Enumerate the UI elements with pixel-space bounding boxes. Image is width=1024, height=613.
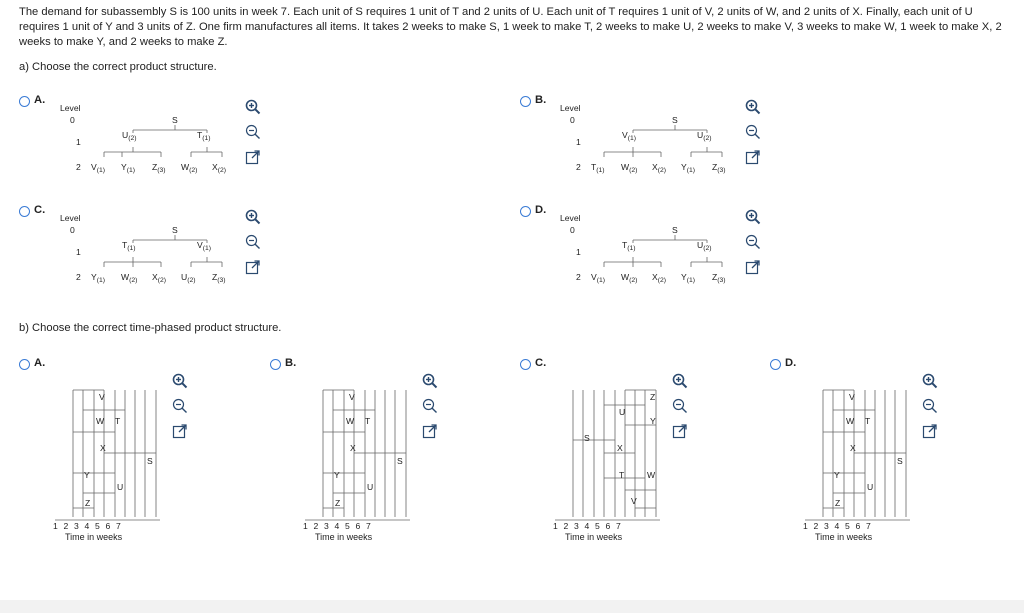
zoom-out-icon[interactable] xyxy=(922,398,938,414)
option-b-radio[interactable] xyxy=(520,96,531,107)
tp-item-z: Z xyxy=(650,392,656,402)
zoom-in-icon[interactable] xyxy=(245,209,261,225)
tree-node: $Z_{(3)}$ xyxy=(712,162,726,174)
tree-node: $Y_{(1)}$ xyxy=(681,272,696,284)
level-header: Level xyxy=(60,103,81,113)
zoom-in-icon[interactable] xyxy=(672,373,688,389)
tree-node: $Z_{(3)}$ xyxy=(152,162,166,174)
tp-item-w: W xyxy=(346,416,355,426)
week-tick: 6 xyxy=(855,521,861,531)
tree-node: $T_{(1)}$ xyxy=(122,240,136,252)
option-a-radio-b[interactable] xyxy=(19,359,30,370)
tree-node: $U_{(2)}$ xyxy=(181,272,196,284)
week-tick: 3 xyxy=(824,521,829,531)
zoom-in-icon[interactable] xyxy=(745,209,761,225)
week-tick: 6 xyxy=(605,521,611,531)
tp-item-x: X xyxy=(850,443,856,453)
level-1: 1 xyxy=(76,137,81,147)
tp-item-z: Z xyxy=(835,498,841,508)
bottom-bar xyxy=(0,600,1024,613)
tree-node: $Y_{(1)}$ xyxy=(91,272,106,284)
tree-node: $Y_{(1)}$ xyxy=(681,162,696,174)
tree-node: $Z_{(3)}$ xyxy=(212,272,226,284)
tree-node: $T_{(1)}$ xyxy=(622,240,636,252)
open-new-window-icon[interactable] xyxy=(245,149,261,165)
tree-node-root: S xyxy=(172,115,178,125)
option-b-label: B. xyxy=(535,94,547,106)
open-new-window-icon[interactable] xyxy=(745,259,761,275)
open-new-window-icon[interactable] xyxy=(672,423,688,439)
zoom-in-icon[interactable] xyxy=(422,373,438,389)
tree-node: $U_{(2)}$ xyxy=(697,130,712,142)
tree-node: $Z_{(3)}$ xyxy=(712,272,726,284)
tp-item-t: T xyxy=(619,470,625,480)
tp-item-z: Z xyxy=(335,498,341,508)
tp-item-v: V xyxy=(99,392,105,402)
tree-node: $W_{(2)}$ xyxy=(621,272,638,284)
time-axis-label: Time in weeks xyxy=(815,532,873,542)
time-phased-diagram-b xyxy=(305,380,425,550)
week-tick: 4 xyxy=(334,521,340,531)
option-a-label: A. xyxy=(34,94,46,106)
option-c-label: C. xyxy=(34,204,46,216)
tp-item-t: T xyxy=(115,416,121,426)
tree-node-root: S xyxy=(672,115,678,125)
week-tick: 4 xyxy=(84,521,90,531)
open-new-window-icon[interactable] xyxy=(245,259,261,275)
week-tick: 1 xyxy=(303,521,308,531)
tree-node: $W_{(2)}$ xyxy=(621,162,638,174)
tp-item-w: W xyxy=(96,416,105,426)
week-tick: 4 xyxy=(584,521,590,531)
tree-node: $X_{(2)}$ xyxy=(652,272,667,284)
tp-item-v: V xyxy=(631,496,637,506)
week-tick: 1 xyxy=(53,521,58,531)
week-tick: 3 xyxy=(574,521,579,531)
tree-node: $T_{(1)}$ xyxy=(591,162,605,174)
week-tick: 5 xyxy=(95,521,100,531)
tree-node: $V_{(1)}$ xyxy=(622,130,637,142)
tp-item-u: U xyxy=(117,482,124,492)
week-tick: 7 xyxy=(616,521,621,531)
week-tick: 3 xyxy=(324,521,329,531)
tp-lines xyxy=(555,380,675,530)
tp-item-w: W xyxy=(647,470,656,480)
week-tick: 7 xyxy=(366,521,371,531)
week-tick: 6 xyxy=(105,521,111,531)
tp-item-y: Y xyxy=(834,470,840,480)
tree-node: $W_{(2)}$ xyxy=(181,162,198,174)
level-0: 0 xyxy=(570,225,575,235)
tree-node: $U_{(2)}$ xyxy=(122,130,137,142)
tp-lines xyxy=(805,380,925,530)
level-2: 2 xyxy=(76,272,81,282)
option-d-radio[interactable] xyxy=(520,206,531,217)
tree-node: $X_{(2)}$ xyxy=(652,162,667,174)
tp-item-s: S xyxy=(147,456,153,466)
tree-node: $V_{(1)}$ xyxy=(91,162,106,174)
tree-node: $V_{(1)}$ xyxy=(197,240,212,252)
question-text: The demand for subassembly S is 100 units in week 7. Each unit of S requires 1 unit of T and 2 units of U. Each unit of T requires 1 unit of V, 2 units of W, and 2 units of X. Finally, each unit of U requires 1 unit of Y and 3 units of Z. One firm manufactures all items. It takes 2 weeks to make S, 1 week to make T, 2 weeks to make U, 2 weeks to make V, 3 weeks to make W, 1 week to make X, 2 weeks to make Y, and 2 weeks to make Z. xyxy=(19,6,1002,48)
part-a-prompt: a) Choose the correct product structure. xyxy=(19,61,217,73)
option-d-label: D. xyxy=(535,204,547,216)
tp-item-v: V xyxy=(849,392,855,402)
tp-item-u: U xyxy=(867,482,874,492)
zoom-out-icon[interactable] xyxy=(245,124,261,140)
week-tick: 3 xyxy=(74,521,79,531)
zoom-in-icon[interactable] xyxy=(745,99,761,115)
level-0: 0 xyxy=(570,115,575,125)
tp-item-y: Y xyxy=(84,470,90,480)
tree-node: $X_{(2)}$ xyxy=(152,272,167,284)
open-new-window-icon[interactable] xyxy=(422,423,438,439)
tp-item-y: Y xyxy=(334,470,340,480)
week-tick: 1 xyxy=(553,521,558,531)
option-d-radio-b[interactable] xyxy=(770,359,781,370)
tree-node: $Y_{(1)}$ xyxy=(121,162,136,174)
tree-b xyxy=(560,103,740,183)
level-2: 2 xyxy=(576,272,581,282)
tree-node: $X_{(2)}$ xyxy=(212,162,227,174)
tp-item-u: U xyxy=(367,482,374,492)
tp-item-s: S xyxy=(397,456,403,466)
zoom-out-icon[interactable] xyxy=(745,234,761,250)
time-phased-diagram-c xyxy=(555,380,675,550)
tree-node-root: S xyxy=(172,225,178,235)
tp-item-s: S xyxy=(897,456,903,466)
tp-item-s: S xyxy=(584,433,590,443)
zoom-out-icon[interactable] xyxy=(745,124,761,140)
tp-item-x: X xyxy=(350,443,356,453)
zoom-out-icon[interactable] xyxy=(245,234,261,250)
option-a-label-b: A. xyxy=(34,357,46,369)
level-header: Level xyxy=(560,213,581,223)
level-1: 1 xyxy=(576,247,581,257)
option-b-label-b: B. xyxy=(285,357,297,369)
zoom-in-icon[interactable] xyxy=(245,99,261,115)
level-1: 1 xyxy=(576,137,581,147)
week-tick: 5 xyxy=(345,521,350,531)
week-tick: 5 xyxy=(845,521,850,531)
tree-node: $T_{(1)}$ xyxy=(197,130,211,142)
tree-c xyxy=(60,213,240,293)
tp-item-x: X xyxy=(100,443,106,453)
tp-item-v: V xyxy=(349,392,355,402)
week-tick: 1 xyxy=(803,521,808,531)
tree-node: $V_{(1)}$ xyxy=(591,272,606,284)
tp-item-t: T xyxy=(365,416,371,426)
tp-lines xyxy=(55,380,175,530)
open-new-window-icon[interactable] xyxy=(172,423,188,439)
tp-item-u: U xyxy=(619,407,626,417)
level-header: Level xyxy=(60,213,81,223)
time-axis-label: Time in weeks xyxy=(565,532,623,542)
zoom-in-icon[interactable] xyxy=(922,373,938,389)
time-phased-diagram-d xyxy=(805,380,925,550)
level-1: 1 xyxy=(76,247,81,257)
week-tick: 2 xyxy=(63,521,69,531)
level-header: Level xyxy=(560,103,581,113)
level-0: 0 xyxy=(70,115,75,125)
tp-item-t: T xyxy=(865,416,871,426)
tp-item-y: Y xyxy=(650,416,656,426)
part-b-prompt: b) Choose the correct time-phased product structure. xyxy=(19,322,282,334)
option-c-label-b: C. xyxy=(535,357,547,369)
option-a-radio[interactable] xyxy=(19,96,30,107)
option-c-radio-b[interactable] xyxy=(520,359,531,370)
tp-lines xyxy=(305,380,425,530)
week-tick: 7 xyxy=(116,521,121,531)
open-new-window-icon[interactable] xyxy=(922,423,938,439)
week-tick: 6 xyxy=(355,521,361,531)
tree-d xyxy=(560,213,740,293)
week-tick: 7 xyxy=(866,521,871,531)
tp-item-z: Z xyxy=(85,498,91,508)
week-tick: 2 xyxy=(313,521,319,531)
week-tick: 2 xyxy=(563,521,569,531)
tree-node: $W_{(2)}$ xyxy=(121,272,138,284)
time-phased-diagram-a xyxy=(55,380,175,550)
week-tick: 2 xyxy=(813,521,819,531)
tp-item-x: X xyxy=(617,443,623,453)
open-new-window-icon[interactable] xyxy=(745,149,761,165)
option-b-radio-b[interactable] xyxy=(270,359,281,370)
zoom-out-icon[interactable] xyxy=(672,398,688,414)
level-0: 0 xyxy=(70,225,75,235)
tp-item-w: W xyxy=(846,416,855,426)
zoom-out-icon[interactable] xyxy=(422,398,438,414)
tree-node-root: S xyxy=(672,225,678,235)
option-d-label-b: D. xyxy=(785,357,797,369)
week-tick: 5 xyxy=(595,521,600,531)
tree-a xyxy=(60,103,240,183)
zoom-out-icon[interactable] xyxy=(172,398,188,414)
option-c-radio[interactable] xyxy=(19,206,30,217)
level-2: 2 xyxy=(576,162,581,172)
level-2: 2 xyxy=(76,162,81,172)
time-axis-label: Time in weeks xyxy=(65,532,123,542)
time-axis-label: Time in weeks xyxy=(315,532,373,542)
zoom-in-icon[interactable] xyxy=(172,373,188,389)
tree-node: $U_{(2)}$ xyxy=(697,240,712,252)
week-tick: 4 xyxy=(834,521,840,531)
